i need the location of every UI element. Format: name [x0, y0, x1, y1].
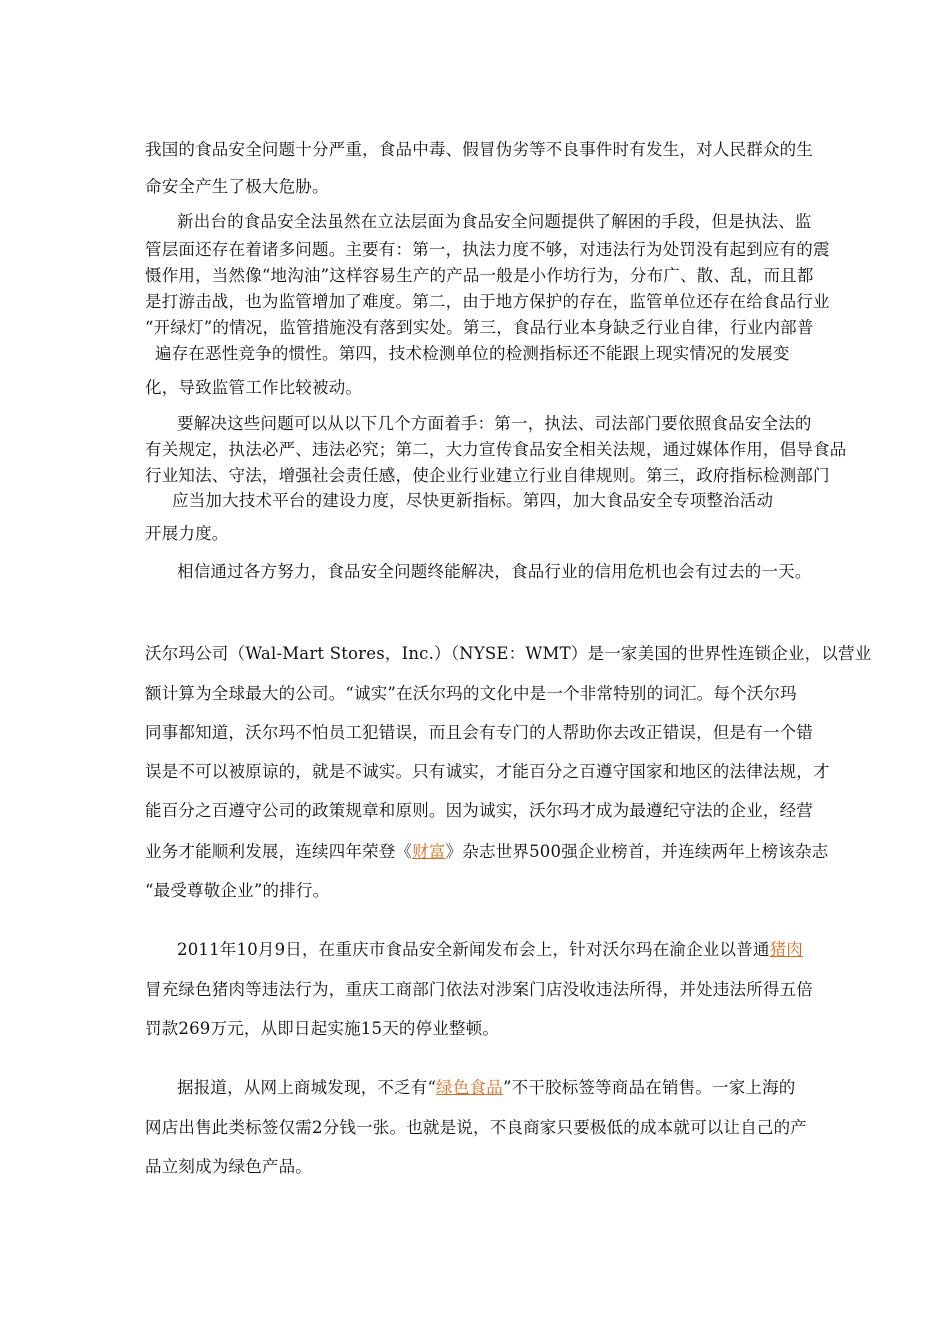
- paragraph-line: 应当加大技术平台的建设力度，尽快更新指标。第四，加大食品安全专项整治活动: [172, 491, 774, 510]
- paragraph-line: 行业知法、守法，增强社会责任感，使企业行业建立行业自律规则。第三，政府指标检测部门: [145, 466, 830, 485]
- paragraph-line: “最受尊敬企业”的排行。: [145, 881, 330, 900]
- paragraph-line: 有关规定，执法必严、违法必究；第二，大力宣传食品安全相关法规，通过媒体作用，倡导食品: [145, 440, 847, 459]
- text-run: ”不干胶标签等商品在销售。一家上海的: [502, 1078, 796, 1097]
- paragraph-line: 化，导致监管工作比较被动。: [145, 378, 363, 397]
- paragraph-line: 命安全产生了极大危胁。: [145, 177, 329, 196]
- paragraph-line: 额计算为全球最大的公司。“诚实”在沃尔玛的文化中是一个非常特别的词汇。每个沃尔玛: [145, 684, 797, 703]
- paragraph-line: 新出台的食品安全法虽然在立法层面为食品安全问题提供了解困的手段，但是执法、监: [177, 212, 812, 231]
- paragraph-line: 沃尔玛公司（Wal-Mart Stores，Inc.）（NYSE：WMT）是一家美国的世界性连锁企业，以营业: [145, 644, 872, 663]
- paragraph-line: 冒充绿色猪肉等违法行为，重庆工商部门依法对涉案门店没收违法所得，并处违法所得五倍: [145, 980, 813, 999]
- paragraph-line: 慑作用，当然像“地沟油”这样容易生产的产品一般是小作坊行为，分布广、散、乱，而且都: [145, 266, 814, 285]
- paragraph-line: 网店出售此类标签仅需2分钱一张。也就是说，不良商家只要极低的成本就可以让自己的产: [145, 1118, 807, 1137]
- paragraph-line: 是打游击战，也为监管增加了难度。第二，由于地方保护的存在，监管单位还存在给食品行业: [145, 292, 830, 311]
- paragraph-line: 品立刻成为绿色产品。: [145, 1157, 312, 1176]
- paragraph-line: 同事都知道，沃尔玛不怕员工犯错误，而且会有专门的人帮助你去改正错误，但是有一个错: [145, 723, 813, 742]
- green-food-link[interactable]: 绿色食品: [436, 1078, 503, 1097]
- fortune-link[interactable]: 财富: [412, 842, 446, 861]
- text-run: 据报道，从网上商城发现，不乏有“: [177, 1078, 437, 1097]
- pork-link[interactable]: 猪肉: [769, 940, 803, 959]
- paragraph-line: 开展力度。: [145, 524, 229, 543]
- paragraph-line: 要解决这些问题可以从以下几个方面着手：第一，执法、司法部门要依照食品安全法的: [177, 414, 812, 433]
- paragraph-line: “开绿灯”的情况，监管措施没有落到实处。第三，食品行业本身缺乏行业自律，行业内部普: [145, 318, 814, 337]
- text-run: 业务才能顺利发展，连续四年荣登《: [145, 842, 413, 861]
- paragraph-line: 我国的食品安全问题十分严重，食品中毒、假冒伪劣等不良事件时有发生，对人民群众的生: [145, 140, 813, 159]
- paragraph-line: 相信通过各方努力，食品安全问题终能解决，食品行业的信用危机也会有过去的一天。: [177, 562, 812, 581]
- paragraph-line: 误是不可以被原谅的，就是不诚实。只有诚实，才能百分之百遵守国家和地区的法律法规，才: [145, 762, 830, 781]
- paragraph-line: [177, 1078, 842, 1098]
- paragraph-line: 遍存在恶性竞争的惯性。第四，技术检测单位的检测指标还不能跟上现实情况的发展变: [155, 344, 790, 363]
- text-run: 》杂志世界500强企业榜首，并连续两年上榜该杂志: [445, 842, 829, 861]
- paragraph-line: 能百分之百遵守公司的政策规章和原则。因为诚实，沃尔玛才成为最遵纪守法的企业，经营: [145, 801, 813, 820]
- paragraph-line: 管层面还存在着诸多问题。主要有：第一，执法力度不够，对违法行为处罚没有起到应有的震: [145, 240, 830, 259]
- text-run: 2011年10月9日，在重庆市食品安全新闻发布会上，针对沃尔玛在渝企业以普通: [177, 940, 770, 959]
- paragraph-line: [177, 940, 842, 960]
- paragraph-line: [145, 842, 829, 862]
- paragraph-line: 罚款269万元，从即日起实施15天的停业整顿。: [145, 1019, 500, 1038]
